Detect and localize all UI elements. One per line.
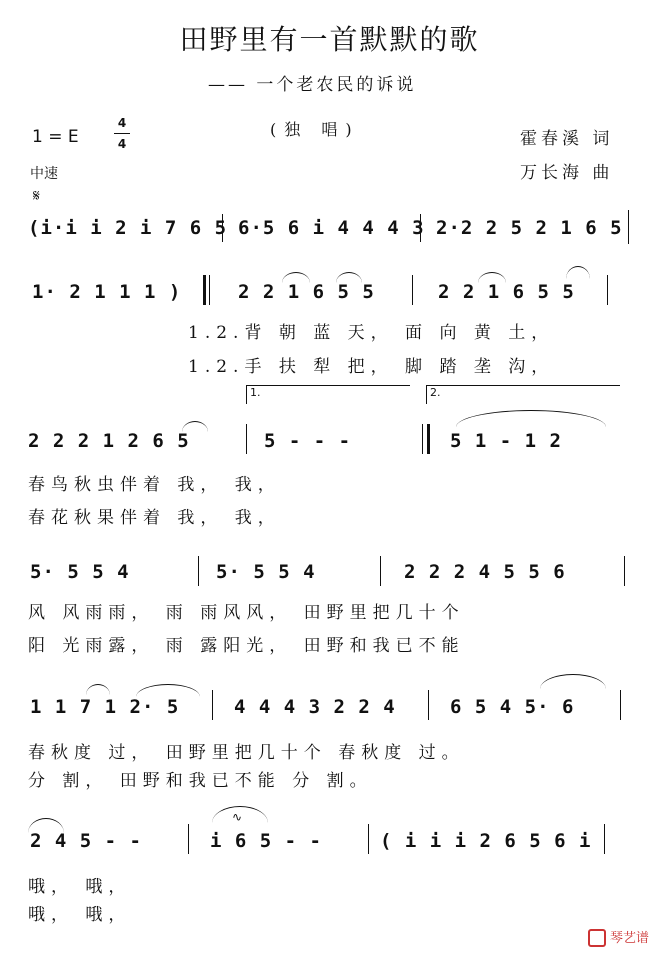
tempo-marking: 中速: [30, 166, 58, 182]
performance-type: (独 唱): [270, 120, 360, 139]
measure: 5· 5 5 4: [216, 561, 316, 583]
measure: 2·2 2 5 2 1 6 5: [436, 217, 623, 239]
lyric-line: 哦， 哦，: [28, 905, 132, 925]
measure: 2 2 2 1 2 6 5: [28, 430, 190, 452]
song-subtitle: —— 一个老农民的诉说: [208, 75, 417, 95]
time-signature: [114, 114, 130, 153]
composer-credit: 万长海 曲: [520, 163, 614, 183]
lyric-line: 分 割， 田野和我已不能 分 割。: [28, 771, 373, 791]
time-signature-top: 4: [117, 116, 127, 130]
measure: 5· 5 5 4: [30, 561, 130, 583]
measure: ( i i i 2 6 5 6 i: [380, 830, 592, 852]
lyric-line: 1.2.手 扶 犁 把， 脚 踏 垄 沟，: [188, 357, 555, 377]
lyric-line: 春花秋果伴着 我， 我，: [28, 508, 281, 528]
measure: 2 2 2 4 5 5 6: [404, 561, 566, 583]
lyric-line: 哦， 哦，: [28, 877, 132, 897]
watermark-text: 琴艺谱: [609, 930, 649, 946]
measure: 6·5 6 i 4 4 4 3: [238, 217, 425, 239]
lyric-line: 风 风雨雨， 雨 雨风风， 田野里把几十个: [28, 603, 465, 623]
time-signature-bottom: 4: [117, 137, 127, 151]
measure: i 6 5 - -: [210, 830, 322, 852]
segno-icon: 𝄋: [33, 186, 40, 205]
measure: (i·i i 2 i 7 6 5: [28, 217, 228, 239]
lyric-line: 春鸟秋虫伴着 我， 我，: [28, 475, 281, 495]
measure: 5 1 - 1 2: [450, 430, 562, 452]
measure: 4 4 4 3 2 2 4: [234, 696, 396, 718]
logo-icon: [588, 929, 606, 947]
measure: 5 - - -: [264, 430, 352, 452]
measure: 1 1 7 1 2· 5: [30, 696, 180, 718]
lyric-line: 阳 光雨露， 雨 露阳光， 田野和我已不能: [28, 636, 465, 656]
measure: 2 4 5 - -: [30, 830, 142, 852]
measure: 6 5 4 5· 6: [450, 696, 575, 718]
volta-2: 2.: [426, 385, 620, 404]
lyric-line: 春秋度 过， 田野里把几十个 春秋度 过。: [28, 743, 465, 763]
song-title: 田野里有一首默默的歌: [179, 23, 480, 56]
measure: 2 2 1 6 5 5: [238, 281, 375, 303]
measure: 2 2 1 6 5 5: [438, 281, 575, 303]
lyricist-credit: 霍春溪 词: [520, 129, 614, 149]
lyric-line: 1.2.背 朝 蓝 天， 面 向 黄 土，: [188, 323, 555, 343]
measure: 1· 2 1 1 1 ): [32, 281, 182, 303]
watermark-logo: [588, 927, 649, 948]
volta-1: 1.: [246, 385, 410, 404]
mordent-icon: ∿: [232, 810, 243, 824]
key-signature: 1 = E: [32, 127, 79, 147]
